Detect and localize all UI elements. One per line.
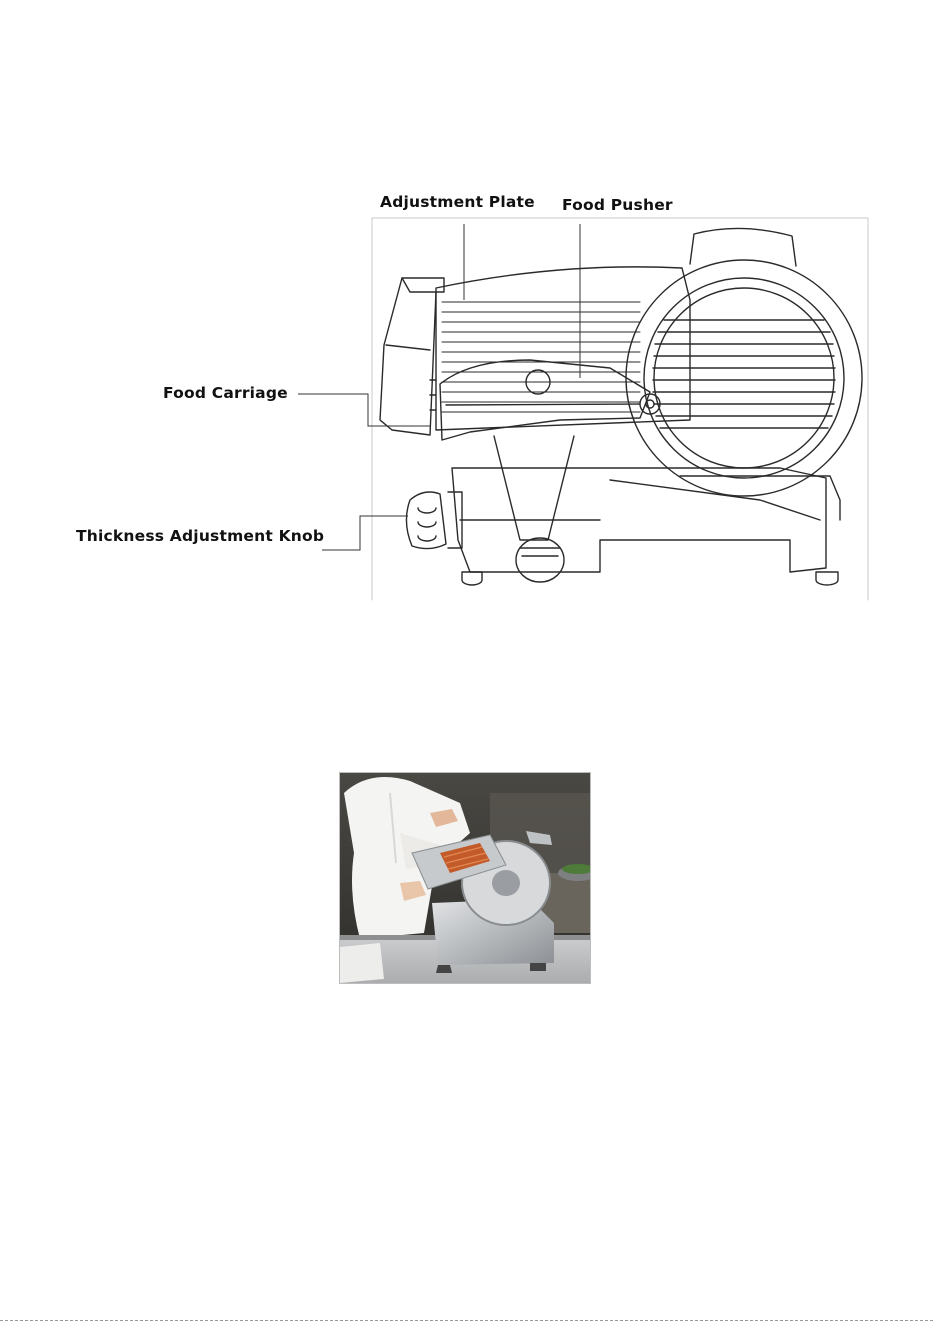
blade-disc-shape	[626, 260, 862, 496]
foot-shapes	[462, 572, 838, 585]
slicer-base-shape	[452, 468, 840, 572]
label-food-carriage: Food Carriage	[163, 384, 288, 402]
thickness-knob-shape	[406, 492, 462, 549]
food-carriage-shape	[380, 278, 444, 435]
slicer-in-use-photo	[339, 772, 591, 984]
support-column-shape	[494, 436, 574, 582]
leader-thickness-knob	[322, 516, 408, 550]
label-food-pusher: Food Pusher	[562, 196, 673, 214]
label-adjustment-plate: Adjustment Plate	[380, 193, 535, 211]
page-bottom-rule	[0, 1320, 933, 1321]
leader-food-carriage	[298, 394, 430, 426]
label-thickness-adjustment-knob: Thickness Adjustment Knob	[76, 527, 325, 545]
photo-cutting-board	[340, 943, 384, 983]
